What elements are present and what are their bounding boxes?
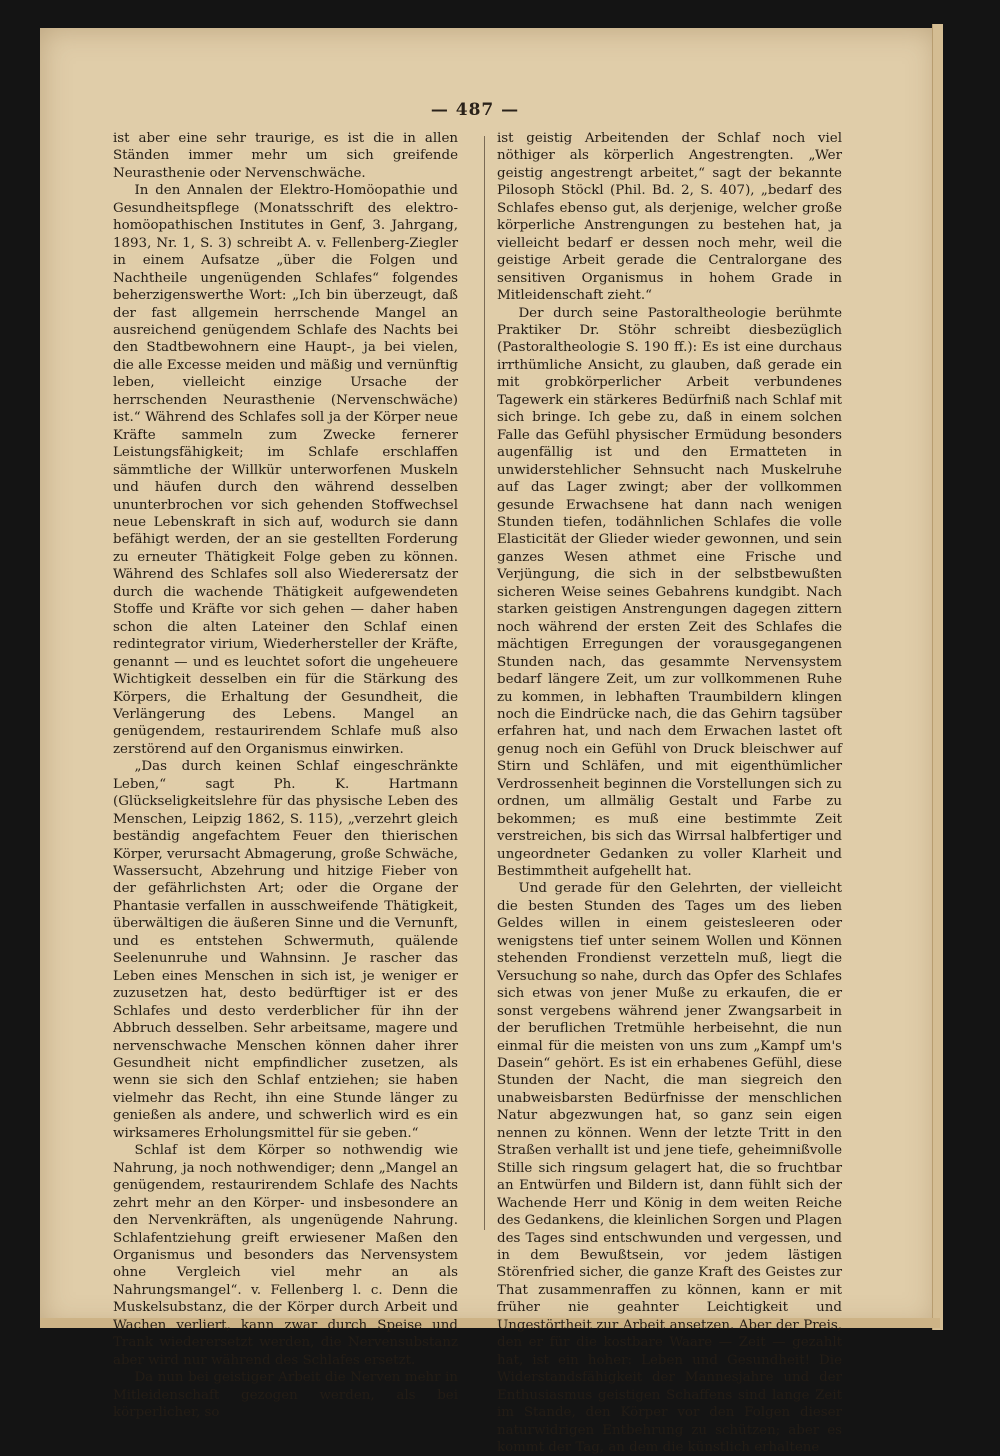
paragraph: In den Annalen der Elektro-Homöopathie und Gesundheitspflege (Monatsschrift des elektro-homöopathischen Institutes in Genf, 3. Jahrgang, 1893, Nr. 1, S. 3) schreibt A. v. Fellenberg-Ziegler in einem Aufsatze „über die Folgen und Nachtheile ungenügenden Schlafes“ folgendes beherzigenswerthe Wort: „Ich bin überzeugt, daß der fast allgemein herrschende Mangel an ausreichend genügendem Schlafe des Nachts bei den Stadtbewohnern eine Haupt-, ja bei vielen, die alle Excesse meiden und mäßig und vernünftig leben, vielleicht einzige Ursache der herrschenden Neurasthenie (Nervenschwäche) ist.“ Während des Schlafes soll ja der Körper neue Kräfte sammeln zum Zwecke fernerer Leistungsfähigkeit; im Schlafe erschlaffen sämmtliche der Willkür unterworfenen Muskeln und häufen durch den während desselben ununterbrochen vor sich gehenden Stoffwechsel neue Lebenskraft in sich auf, wodurch sie dann befähigt werden, der an sie gestellten Forderung zu erneuter Thätigkeit Folge geben zu können. Während des Schlafes soll also Wiederersatz der durch die wachende Thätigkeit aufgewendeten Stoffe und Kräfte vor sich gehen — daher haben schon die alten Lateiner den Schlaf einen redintegrator virium, Wiederhersteller der Kräfte, genannt — und es leuchtet sofort die ungeheuere Wichtigkeit desselben ein für die Stärkung des Körpers, die Erhaltung der Gesundheit, die Verlängerung des Lebens. Mangel an genügendem, restaurirendem Schlafe muß also zerstörend auf den Organismus einwirken. [113, 183, 458, 757]
left-column [113, 130, 458, 1422]
paragraph: Und gerade für den Gelehrten, der vielleicht die besten Stunden des Tages um des lieben Geldes willen in einem geistesleeren oder wenigstens tief unter seinem Wollen und Können stehenden Frondienst verzetteln muß, liegt die Versuchung so nahe, durch das Opfer des Schlafes sich etwas von jener Muße zu erkaufen, die er sonst vergebens während jener Zwangsarbeit in der beruflichen Tretmühle herbeisehnt, die nun einmal für die meisten von uns zum „Kampf um's Dasein“ gehört. Es ist ein erhabenes Gefühl, diese Stunden der Nacht, die man siegreich den unabweisbarsten Bedürfnisse der menschlichen Natur abgezwungen hat, so ganz sein eigen nennen zu können. Wenn der letzte Tritt in den Straßen verhallt ist und jene tiefe, geheimnißvolle Stille sich ringsum gelagert hat, die so fruchtbar an Entwürfen und Bildern ist, dann fühlt sich der Wachende Herr und König in dem weiten Reiche des Gedankens, die kleinlichen Sorgen und Plagen des Tages sind entschwunden und vergessen, und in dem Bewußtsein, vor jedem lästigen Störenfried sicher, die ganze Kraft des Geistes zur That zusammenraffen zu können, kann er mit früher nie geahnter Leichtigkeit und Ungestörtheit zur Arbeit ansetzen. Aber der Preis, den er für die kostbare Waare — Zeit — gezahlt hat, ist ein hoher: Leben und Gesundheit! Die Widerstandsfähigkeit der Mannesjahre und der Enthusiasmus geistigen Schaffens sind lange Zeit im Stande, den Körper vor den Folgen dieser naturwidrigen Entbehrung zu schützen; aber es kommt der Tag, an dem die künstlich erhaltene [497, 881, 843, 1455]
paragraph: Der durch seine Pastoraltheologie berühmte Praktiker Dr. Stöhr schreibt diesbezüglich (Pastoraltheologie S. 190 ff.): Es ist eine durchaus irrthümliche Ansicht, zu glauben, daß gerade ein mit grobkörperlicher Arbeit verbundenes Tagewerk ein stärkeres Bedürfniß nach Schlaf mit sich bringe. Ich gebe zu, daß in einem solchen Falle das Gefühl physischer Ermüdung besonders augenfällig ist und den Ermatteten in unwiderstehlicher Sehnsucht nach Muskelruhe auf das Lager zwingt; aber der vollkommen gesunde Erwachsene hat dann nach wenigen Stunden tiefen, todähnlichen Schlafes die volle Elasticität der Glieder wieder gewonnen, und sein ganzes Wesen athmet eine Frische und Verjüngung, die sich in der selbstbewußten sicheren Weise seines Gebahrens kundgibt. Nach starken geistigen Anstrengungen dagegen zittern noch während der ersten Zeit des Schlafes die mächtigen Erregungen der vorausgegangenen Stunden nach, das gesammte Nervensystem bedarf längere Zeit, um zur vollkommenen Ruhe zu kommen, in lebhaften Traumbildern klingen noch die Eindrücke nach, die das Gehirn tagsüber erfahren hat, und nach dem Erwachen lastet oft genug noch ein Gefühl von Druck bleischwer auf Stirn und Schläfen, und mit eigenthümlicher Verdrossenheit beginnen die Vorstellungen sich zu ordnen, um allmälig Gestalt und Farbe zu bekommen; es muß eine bestimmte Zeit verstreichen, bis sich das Wirrsal halbfertiger und ungeordneter Gedanken zu voller Klarheit und Bestimmtheit aufgehellt hat. [497, 305, 842, 880]
page-edge [932, 24, 943, 1330]
paragraph: Schlaf ist dem Körper so nothwendig wie Nahrung, ja noch nothwendiger; denn „Mangel an genügendem, restaurirendem Schlafe des Nachts zehrt mehr an den Körper- und insbesondere an den Nervenkräften, als ungenügende Nahrung. Schlafentziehung greift erwiesener Maßen den Organismus und besonders das Nervensystem ohne Vergleich viel mehr an als Nahrungsmangel“. v. Fellenberg l. c. Denn die Muskelsubstanz, die der Körper durch Arbeit und Wachen verliert, kann zwar durch Speise und Trank wiederersetzt werden, die Nervensubstanz aber wird nur während des Schlafes ersetzt. [113, 1143, 458, 1368]
column-divider [484, 136, 485, 1230]
paragraph: ist geistig Arbeitenden der Schlaf noch viel nöthiger als körperlich Angestrengten. „Wer geistig angestrengt arbeitet,“ sagt der bekannte Pilosoph Stöckl (Phil. Bd. 2, S. 407), „bedarf des Schlafes ebenso gut, als derjenige, welcher große körperliche Anstrengungen zu bestehen hat, ja vielleicht bedarf er dessen noch mehr, weil die geistige Arbeit gerade die Centralorgane des sensitiven Organismus in hohem Grade in Mitleidenschaft zieht.“ [497, 131, 842, 304]
paragraph: ist aber eine sehr traurige, es ist die in allen Ständen immer mehr um sich greifende Neurasthenie oder Nervenschwäche. [113, 131, 458, 181]
page-number: — 487 — [430, 100, 520, 120]
paragraph: Da nun bei geistiger Arbeit die Nerven mehr in Mitleidenschaft gezogen werden, als bei körperlicher, so [113, 1370, 458, 1421]
right-column [497, 130, 842, 1456]
paragraph: „Das durch keinen Schlaf eingeschränkte Leben,“ sagt Ph. K. Hartmann (Glückseligkeitslehre für das physische Leben des Menschen, Leipzig 1862, S. 115), „verzehrt gleich beständig angefachtem Feuer den thierischen Körper, verursacht Abmagerung, große Schwäche, Wassersucht, Abzehrung und hitzige Fieber von der gefährlichsten Art; oder die Organe der Phantasie verfallen in ausschweifende Thätigkeit, überwältigen die äußeren Sinne und die Vernunft, und es entstehen Schwermuth, quälende Seelenunruhe und Wahnsinn. Je rascher das Leben eines Menschen in sich ist, je weniger er zuzusetzen hat, desto bedürftiger ist er des Schlafes und desto verderblicher für ihn der Abbruch desselben. Sehr arbeitsame, magere und nervenschwache Menschen können daher ihrer Gesundheit nicht empfindlicher zusetzen, als wenn sie sich den Schlaf entziehen; sie haben vielmehr das Recht, ihn eine Stunde länger zu genießen als andere, und schwerlich wird es ein wirksameres Erholungsmittel für sie geben.“ [113, 759, 458, 1141]
